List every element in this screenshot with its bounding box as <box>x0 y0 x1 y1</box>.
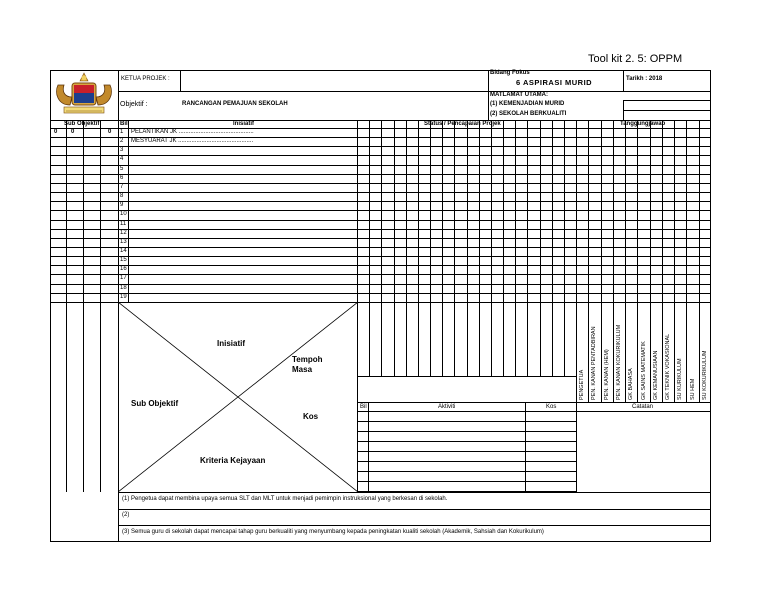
row-number: 10 <box>120 211 127 217</box>
objektif-label: Objektif : <box>120 101 148 108</box>
ketua-label: KETUA PROJEK : <box>121 76 170 82</box>
legend-kriteria: Kriteria Kejayaan <box>200 456 266 465</box>
row-number: 4 <box>120 156 124 162</box>
status-header: Status / Pencapaian Projek <box>424 121 501 127</box>
legend-kos: Kos <box>303 412 319 421</box>
legend-inisiatif: Inisiatif <box>217 339 246 348</box>
inisiatif-header: Inisiatif <box>233 121 255 127</box>
row-number: 16 <box>120 266 127 272</box>
role-label: GK SAINS MATEMATIK <box>641 341 647 400</box>
legend-tempoh: Tempoh Masa <box>292 355 323 374</box>
row-number: 19 <box>120 294 127 300</box>
role-label: SU KOKURIKULUM <box>702 350 708 400</box>
row-inisiatif[interactable]: MESYUARAT JK ............................................. <box>131 138 254 144</box>
legend-sub-objektif: Sub Objektif <box>131 399 179 408</box>
footer-line-1: (1) Pengetua dapat membina upaya semua SLT dan MLT untuk menjadi pemimpin instruksional yang berkesan di sekolah. <box>122 496 448 502</box>
catatan-header: Catatan <box>632 404 654 410</box>
tarikh-label: Tarikh : 2018 <box>626 76 663 82</box>
crest-logo <box>52 71 117 120</box>
tanggungjawab-header: Tanggungjawab <box>620 121 666 127</box>
bidang-value: 6 ASPIRASI MURID <box>516 78 593 87</box>
row-number: 12 <box>120 230 127 236</box>
role-label: PEN. KANAN PENTADBIRAN <box>591 326 597 400</box>
row-number: 9 <box>120 202 124 208</box>
role-label: SU HEM <box>690 378 696 400</box>
row-number: 3 <box>120 147 124 153</box>
bidang-label: Bidang Fokus <box>490 70 530 76</box>
aktiviti-kos-header: Kos <box>546 404 557 410</box>
row-number: 17 <box>120 275 127 281</box>
aktiviti-header: Aktiviti <box>438 404 456 410</box>
row-number: 1 <box>120 129 124 135</box>
role-label: PENGETUA <box>579 369 585 400</box>
row-number: 6 <box>120 175 124 181</box>
role-label: GK TEKNIK VOKASIONAL <box>665 333 671 400</box>
role-label: GK KEMANUSIAAN <box>653 350 659 400</box>
matlamat-1: (1) KEMENJADIAN MURID <box>490 101 565 107</box>
row-number: 7 <box>120 184 124 190</box>
role-label: SU KURIKULUM <box>677 358 683 400</box>
row-inisiatif[interactable]: PELANTIKAN JK ............................................. <box>131 129 254 135</box>
row-number: 18 <box>120 285 127 291</box>
matlamat-2: (2) SEKOLAH BERKUALITI <box>490 111 567 117</box>
bil-header: Bil <box>120 121 128 127</box>
role-label: GK BAHASA <box>628 368 634 400</box>
sub-objektif-value-3: 0 <box>108 129 112 135</box>
row-number: 8 <box>120 193 124 199</box>
row-number: 14 <box>120 248 127 254</box>
row-number: 2 <box>120 138 124 144</box>
sub-objektif-value-1: 0 <box>54 129 58 135</box>
footer-line-2: (2) <box>122 512 130 518</box>
aktiviti-bil-header: Bil <box>360 404 367 410</box>
row-number: 5 <box>120 166 124 172</box>
row-number: 11 <box>120 221 127 227</box>
sub-objektif-header: Sub Objektif <box>64 121 100 127</box>
row-number: 15 <box>120 257 127 263</box>
objektif-value: RANCANGAN PEMAJUAN SEKOLAH <box>182 101 288 107</box>
matlamat-label: MATLAMAT UTAMA: <box>490 92 548 98</box>
role-label: PEN. KANAN KOKURIKULUM <box>616 324 622 400</box>
toolkit-title: Tool kit 2. 5: OPPM <box>588 53 683 65</box>
footer-line-3: (3) Semua guru di sekolah dapat mencapai tahap guru berkualiti yang menyumbang kepada peningkatan kualiti sekolah (Akademik, Sahsiah dan Kokurikulum) <box>122 529 544 535</box>
role-label: PEN. KANAN (HEM) <box>604 349 610 400</box>
row-number: 13 <box>120 239 127 245</box>
sub-objektif-value-2: 0 <box>71 129 75 135</box>
